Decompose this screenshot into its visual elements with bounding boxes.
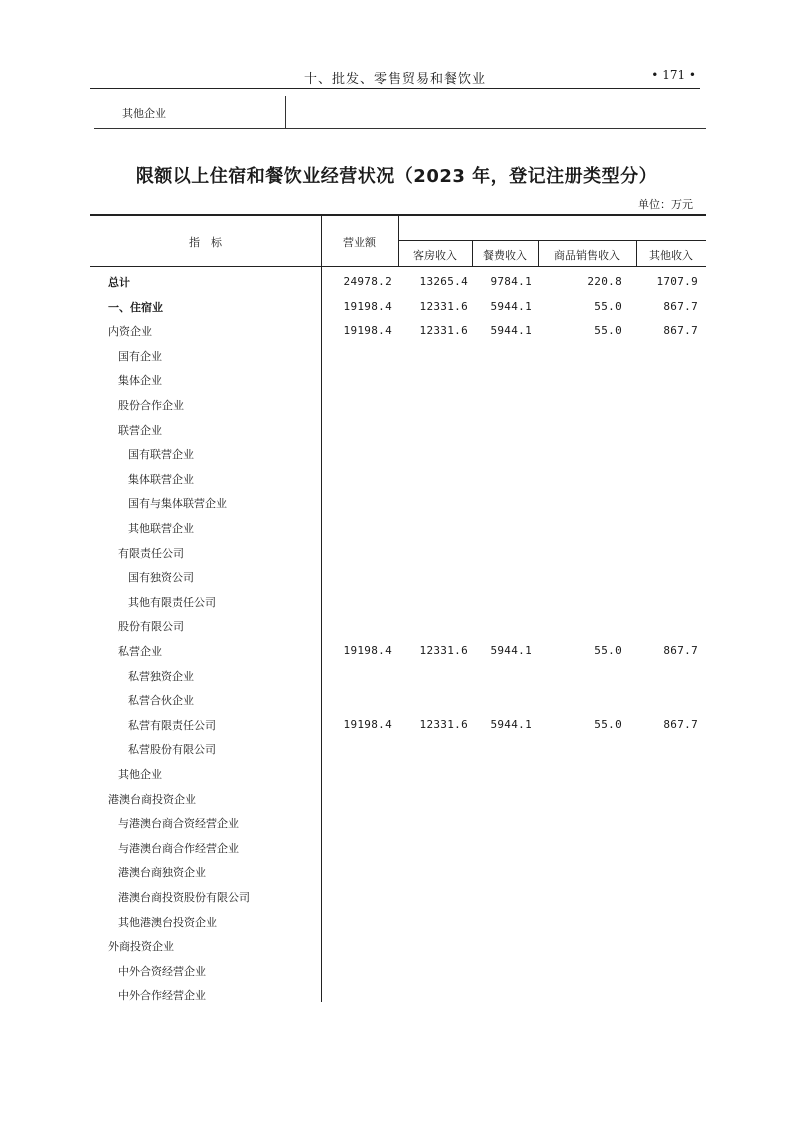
row-label: 外商投资企业 bbox=[108, 940, 174, 954]
row-label: 私营企业 bbox=[118, 645, 162, 658]
indicator-column-divider bbox=[321, 214, 322, 1002]
cell-room-revenue: 12331.6 bbox=[419, 717, 468, 731]
cell-goods-sales: 55.0 bbox=[594, 717, 622, 731]
unit-note: 单位：万元 bbox=[638, 198, 693, 211]
cell-revenue: 19198.4 bbox=[343, 299, 392, 313]
header-revenue: 营业额 bbox=[343, 236, 376, 249]
cell-goods-sales: 220.8 bbox=[587, 275, 622, 288]
cell-catering-revenue: 5944.1 bbox=[490, 644, 532, 657]
previous-table-row-label: 其他企业 bbox=[122, 107, 166, 120]
row-label: 其他联营企业 bbox=[128, 522, 194, 535]
row-label: 国有联营企业 bbox=[128, 448, 194, 462]
cell-catering-revenue: 5944.1 bbox=[490, 324, 532, 338]
row-label: 总计 bbox=[108, 276, 130, 289]
row-label: 一、住宿业 bbox=[108, 300, 163, 314]
row-label: 国有独资公司 bbox=[128, 571, 194, 585]
cell-revenue: 19198.4 bbox=[343, 324, 392, 338]
cell-other-revenue: 867.7 bbox=[663, 644, 698, 657]
row-label: 中外合资经营企业 bbox=[118, 964, 206, 978]
cell-room-revenue: 12331.6 bbox=[419, 299, 468, 313]
cell-room-revenue: 12331.6 bbox=[419, 324, 468, 338]
cell-other-revenue: 867.7 bbox=[663, 324, 698, 338]
row-label: 集体联营企业 bbox=[128, 472, 194, 486]
header-room-revenue: 客房收入 bbox=[413, 249, 457, 262]
row-label: 中外合作经营企业 bbox=[118, 989, 206, 1003]
row-label: 与港澳台商合资经营企业 bbox=[118, 817, 239, 831]
cell-revenue: 19198.4 bbox=[343, 717, 392, 731]
cell-goods-sales: 55.0 bbox=[594, 644, 622, 657]
subheader-rule bbox=[398, 240, 706, 241]
cell-room-revenue: 12331.6 bbox=[419, 644, 468, 657]
header-other-revenue: 其他收入 bbox=[649, 249, 693, 262]
row-label: 股份合作企业 bbox=[118, 399, 184, 412]
previous-table-divider bbox=[285, 96, 286, 128]
cell-revenue: 19198.4 bbox=[343, 644, 392, 657]
row-label: 其他有限责任公司 bbox=[128, 595, 216, 609]
row-label: 私营合伙企业 bbox=[128, 694, 194, 708]
previous-table-remnant bbox=[94, 96, 706, 129]
cell-catering-revenue: 9784.1 bbox=[490, 275, 532, 288]
page-number: • 171 • bbox=[651, 68, 696, 82]
row-label: 私营股份有限公司 bbox=[128, 743, 216, 757]
cell-catering-revenue: 5944.1 bbox=[490, 717, 532, 731]
row-label: 有限责任公司 bbox=[118, 546, 184, 560]
cell-goods-sales: 55.0 bbox=[594, 324, 622, 338]
row-label: 与港澳台商合作经营企业 bbox=[118, 841, 239, 855]
row-label: 港澳台商投资企业 bbox=[108, 792, 196, 806]
cell-goods-sales: 55.0 bbox=[594, 299, 622, 313]
running-head bbox=[90, 64, 700, 89]
row-label: 私营有限责任公司 bbox=[128, 718, 216, 732]
row-label: 国有与集体联营企业 bbox=[128, 497, 227, 511]
row-label: 港澳台商独资企业 bbox=[118, 866, 206, 880]
header-catering-revenue: 餐费收入 bbox=[483, 249, 527, 262]
data-table bbox=[90, 214, 706, 1002]
header-indicator: 指 标 bbox=[189, 236, 222, 249]
cell-other-revenue: 867.7 bbox=[663, 299, 698, 313]
cell-other-revenue: 1707.9 bbox=[656, 275, 698, 288]
row-label: 国有企业 bbox=[118, 349, 162, 363]
row-label: 其他企业 bbox=[118, 768, 162, 781]
row-label: 其他港澳台投资企业 bbox=[118, 915, 217, 929]
header-goods-sales: 商品销售收入 bbox=[554, 249, 620, 262]
cell-revenue: 24978.2 bbox=[343, 275, 392, 288]
row-label: 内资企业 bbox=[108, 325, 152, 339]
cell-catering-revenue: 5944.1 bbox=[490, 299, 532, 313]
row-label: 集体企业 bbox=[118, 374, 162, 388]
running-title: 十、批发、零售贸易和餐饮业 bbox=[303, 72, 486, 87]
row-label: 私营独资企业 bbox=[128, 669, 194, 683]
cell-room-revenue: 13265.4 bbox=[419, 275, 468, 288]
cell-other-revenue: 867.7 bbox=[663, 717, 698, 731]
table-title: 限额以上住宿和餐饮业经营状况（2023 年，登记注册类型分） bbox=[135, 166, 658, 187]
row-label: 股份有限公司 bbox=[118, 620, 184, 634]
row-label: 联营企业 bbox=[118, 423, 162, 437]
row-label: 港澳台商投资股份有限公司 bbox=[118, 891, 250, 904]
